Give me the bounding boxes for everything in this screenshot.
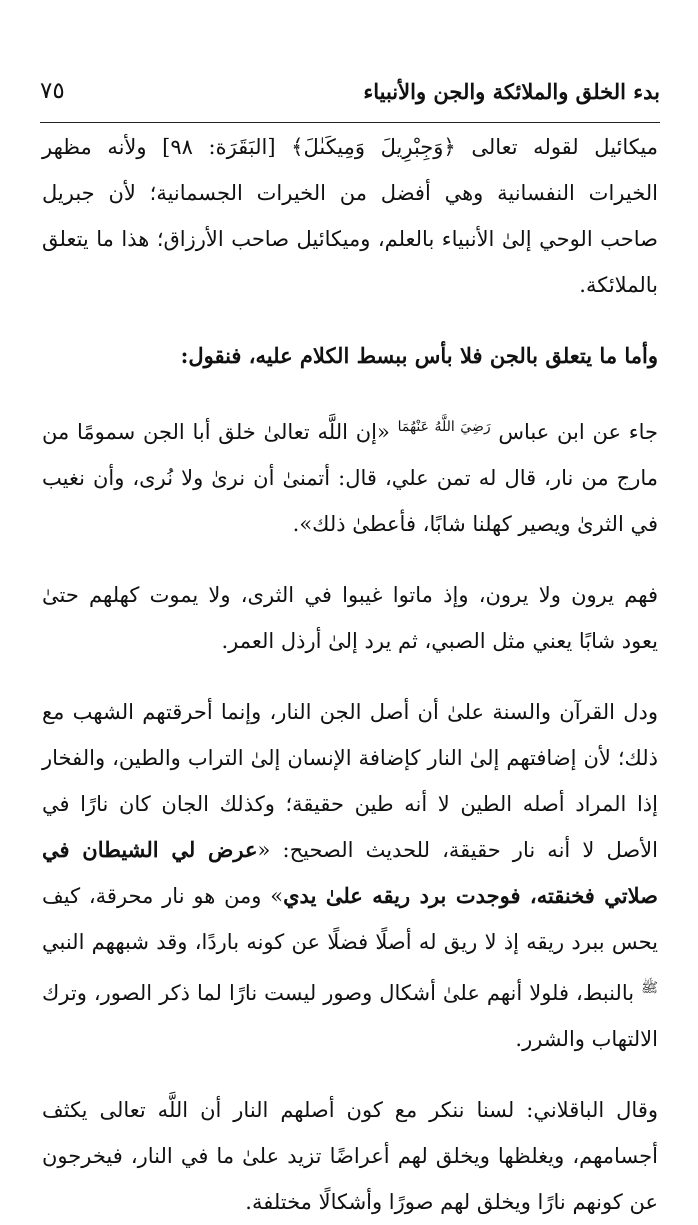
running-title: بدء الخلق والملائكة والجن والأنبياء (363, 78, 660, 104)
paragraph-origin-fire (42, 689, 658, 1062)
paragraph-baqillani: وقال الباقلاني: لسنا ننكر مع كون أصلهم النار أن اللَّه تعالى يكثف أجسامهم، ويغلظها ويخلق لهم أعراضًا تزيد علىٰ ما في النار، فيخرجون عن كونهم نارًا ويخلق لهم صورًا وأشكالًا مختلفة. (42, 1098, 658, 1214)
text-run: ودل القرآن والسنة علىٰ أن أصل الجن النار، وإنما أحرقتهم الشهب مع ذلك؛ لأن إضافتهم إلىٰ النار كإضافة الإنسان إلىٰ التراب والطين، والفخار إذا المراد أصله الطين لا أنه طين حقيقة؛ وكذلك الجان كان نارًا في الأصل لا أنه نار حقيقة، للحديث الصحيح: « (42, 700, 658, 862)
text-run: » ومن هو نار محرقة، كيف يحس ببرد ريقه إذ لا ريق له أصلًا فضلًا عن كونه باردًا، وقد شبههم النبي (42, 884, 658, 954)
text-run: جاء عن ابن عباس (498, 420, 658, 444)
paragraph-angels (42, 124, 658, 308)
text-run: ميكائيل لقوله تعالى (471, 135, 658, 159)
text-run: «إن اللَّه تعالىٰ خلق أبا الجن سمومًا من مارج من نار، قال له تمن علي، قال: أتمنىٰ أن نرىٰ ولا نُرى، وأن نغيب في الثرىٰ ويصير كهلنا شابًا، فأعطىٰ ذلك». (42, 420, 658, 536)
text-run: بالنبط، فلولا أنهم علىٰ أشكال وصور ليست نارًا لما ذكر الصور، وترك الالتهاب والشرر. (42, 981, 658, 1051)
honorific-mark: رَضِيَ اللَّهُ عَنْهُمَا (397, 419, 491, 435)
page-number: ٧٥ (40, 78, 65, 104)
page-header (40, 66, 660, 116)
salutation-mark: ﷺ (641, 980, 658, 996)
paragraph-jinn-nature: فهم يرون ولا يرون، وإذ ماتوا غيبوا في الثرى، ولا يموت كهلهم حتىٰ يعود شابًا يعني مثل الصبي، ثم يرد إلىٰ أرذل العمر. (42, 583, 658, 653)
paragraph-ibn-abbas (42, 404, 658, 547)
page-body (42, 124, 658, 1225)
text-run: [البَقَرَة: ٩٨] ولأنه مظهر الخيرات النفسانية وهي أفضل من الخيرات الجسمانية؛ لأن جبريل صاحب الوحي إلىٰ الأنبياء بالعلم، وميكائيل صاحب الأرزاق؛ هذا ما يتعلق بالملائكة. (42, 135, 658, 297)
hadith-quote: عرض لي الشيطان في صلاتي فخنقته، فوجدت برد ريقه علىٰ يدي (42, 837, 658, 908)
quran-verse: ﴿وَجِبْرِيلَ وَمِيكَىٰلَ﴾ (291, 135, 456, 159)
header-rule (40, 122, 660, 123)
section-heading: وأما ما يتعلق بالجن فلا بأس ببسط الكلام عليه، فنقول: (180, 343, 658, 368)
